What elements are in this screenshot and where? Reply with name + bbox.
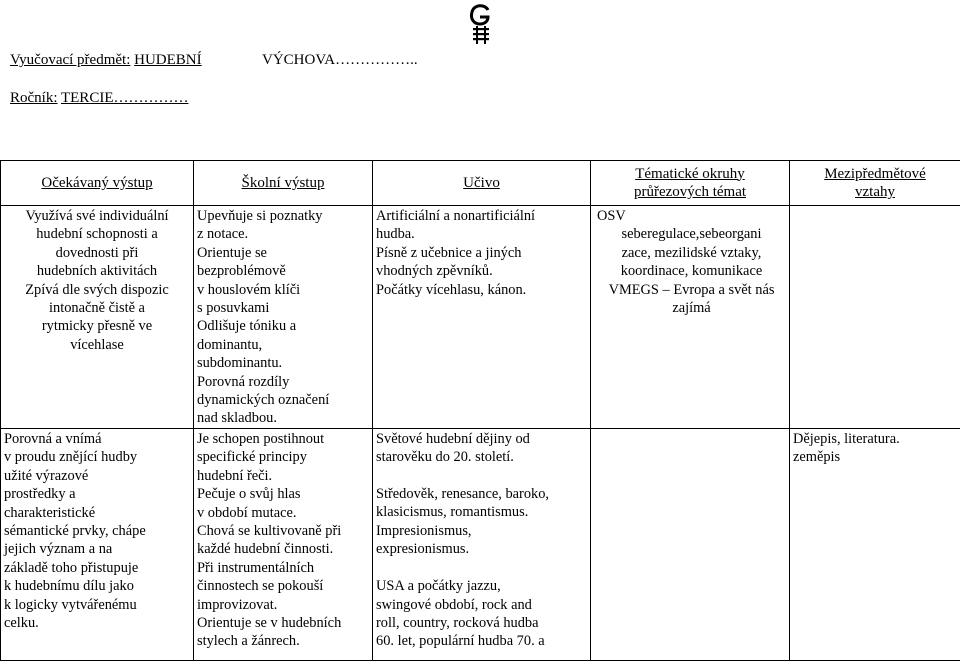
- text-line: USA a počátky jazzu,: [376, 577, 587, 595]
- text-line: hudba.: [376, 225, 587, 243]
- text-line: Chová se kultivovaně při: [197, 522, 369, 540]
- header-cross-topics: [591, 161, 790, 206]
- text-line: zeměpis: [793, 448, 957, 466]
- text-line: Středověk, renesance, baroko,: [376, 485, 587, 503]
- row1-cross-topics: [591, 206, 790, 429]
- text-line: zajímá: [597, 299, 786, 317]
- header-cross-topics-line1: Tématické okruhy: [594, 165, 786, 183]
- text-line: koordinace, komunikace: [597, 262, 786, 280]
- row1-curriculum: [373, 206, 591, 429]
- table-row: [1, 428, 960, 660]
- text-line: OSV: [597, 207, 786, 225]
- text-line: Je schopen postihnout: [197, 430, 369, 448]
- text-line: dovednosti při: [4, 244, 190, 262]
- text-line: prostředky a: [4, 485, 190, 503]
- text-line: hudebních aktivitách: [4, 262, 190, 280]
- grade-value: TERCIE……………: [61, 90, 189, 106]
- text-line: Pečuje o svůj hlas: [197, 485, 369, 503]
- text-line: Dějepis, literatura.: [793, 430, 957, 448]
- subject-value-2: VÝCHOVA……………..: [262, 51, 418, 69]
- text-line: subdominantu.: [197, 354, 369, 372]
- header-cross-subject: [790, 161, 960, 206]
- text-line: každé hudební činnosti.: [197, 540, 369, 558]
- text-line: Artificiální a nonartificiální: [376, 207, 587, 225]
- text-line: Porovná rozdíly: [197, 373, 369, 391]
- text-line: hudební schopnosti a: [4, 225, 190, 243]
- text-line: k logicky vytvářenému: [4, 596, 190, 614]
- text-line: expresionismus.: [376, 540, 587, 558]
- row2-expected-output: [1, 428, 194, 660]
- spacer: [376, 559, 587, 577]
- text-line: improvizovat.: [197, 596, 369, 614]
- text-line: hudební řeči.: [197, 467, 369, 485]
- text-line: charakteristické: [4, 504, 190, 522]
- grade-label: Ročník:: [10, 90, 58, 106]
- text-line: seberegulace,sebeorgani: [597, 225, 786, 243]
- text-line: Zpívá dle svých dispozic: [4, 281, 190, 299]
- table-row: [1, 206, 960, 429]
- text-line: bezproblémově: [197, 262, 369, 280]
- header-expected-output: Očekávaný výstup: [1, 161, 194, 206]
- text-line: swingové období, rock and: [376, 596, 587, 614]
- text-line: vícehlase: [4, 336, 190, 354]
- text-line: Při instrumentálních: [197, 559, 369, 577]
- row2-school-output: [194, 428, 373, 660]
- text-line: Odlišuje tóniku a: [197, 317, 369, 335]
- text-line: vhodných zpěvníků.: [376, 262, 587, 280]
- row2-cross-subject: [790, 428, 960, 660]
- text-line: činnostech se pokouší: [197, 577, 369, 595]
- text-line: specifické principy: [197, 448, 369, 466]
- text-line: Impresionismus,: [376, 522, 587, 540]
- text-line: v houslovém klíči: [197, 281, 369, 299]
- text-line: užité výrazové: [4, 467, 190, 485]
- text-line: s posuvkami: [197, 299, 369, 317]
- subject-line: [10, 51, 202, 69]
- text-line: zace, mezilidské vztaky,: [597, 244, 786, 262]
- text-line: základě toho přistupuje: [4, 559, 190, 577]
- row1-school-output: [194, 206, 373, 429]
- header-curriculum: Učivo: [373, 161, 591, 206]
- text-line: Světové hudební dějiny od: [376, 430, 587, 448]
- header-cross-subject-line1: Mezipředmětové: [793, 165, 957, 183]
- text-line: nad skladbou.: [197, 409, 369, 427]
- text-line: intonačně čistě a: [4, 299, 190, 317]
- text-line: Počátky vícehlasu, kánon.: [376, 281, 587, 299]
- curriculum-table: [0, 160, 960, 661]
- row1-expected-output: [1, 206, 194, 429]
- header-school-output: Školní výstup: [194, 161, 373, 206]
- text-line: k hudebnímu dílu jako: [4, 577, 190, 595]
- text-line: 60. let, populární hudba 70. a: [376, 632, 587, 650]
- text-line: Porovná a vnímá: [4, 430, 190, 448]
- header-cross-topics-line2: průřezových témat: [594, 183, 786, 201]
- text-line: dominantu,: [197, 336, 369, 354]
- spacer: [376, 467, 587, 485]
- table-header-row: [1, 161, 960, 206]
- text-line: dynamických označení: [197, 391, 369, 409]
- text-line: Využívá své individuální: [4, 207, 190, 225]
- text-line: jejich význam a na: [4, 540, 190, 558]
- text-line: rytmicky přesně ve: [4, 317, 190, 335]
- grade-line: [10, 89, 188, 107]
- text-line: klasicismus, romantismus.: [376, 503, 587, 521]
- subject-value: HUDEBNÍ: [134, 52, 202, 68]
- text-line: VMEGS – Evropa a svět nás: [597, 281, 786, 299]
- text-line: Orientuje se: [197, 244, 369, 262]
- text-line: z notace.: [197, 225, 369, 243]
- row2-cross-topics: [591, 428, 790, 660]
- text-line: stylech a žánrech.: [197, 632, 369, 650]
- text-line: Upevňuje si poznatky: [197, 207, 369, 225]
- text-line: Orientuje se v hudebních: [197, 614, 369, 632]
- row2-curriculum: [373, 428, 591, 660]
- treble-clef-logo-icon: [466, 2, 496, 46]
- text-line: v proudu znějící hudby: [4, 448, 190, 466]
- text-line: roll, country, rocková hudba: [376, 614, 587, 632]
- text-line: celku.: [4, 614, 190, 632]
- text-line: v období mutace.: [197, 504, 369, 522]
- text-line: Písně z učebnice a jiných: [376, 244, 587, 262]
- subject-label: Vyučovací předmět:: [10, 52, 130, 68]
- text-line: sémantické prvky, chápe: [4, 522, 190, 540]
- text-line: starověku do 20. století.: [376, 448, 587, 466]
- row1-cross-subject: [790, 206, 960, 429]
- header-cross-subject-line2: vztahy: [793, 183, 957, 201]
